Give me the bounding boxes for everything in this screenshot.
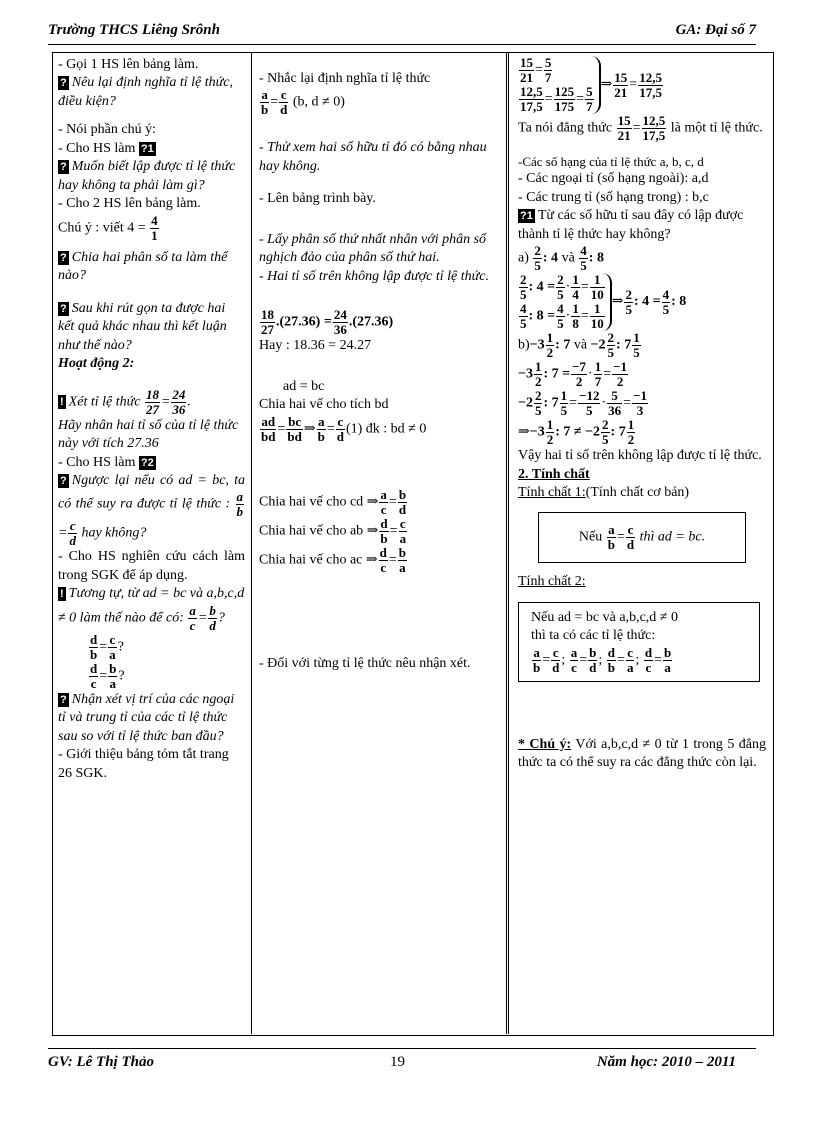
- footer-teacher: GV: Lê Thị Thảo: [48, 1054, 154, 1070]
- c2-l12: (1) đk : bd ≠ 0: [345, 421, 427, 437]
- header-school: Trường THCS Liêng Srônh: [48, 22, 220, 38]
- c3-l11: Tính chất 1:: [518, 484, 586, 500]
- student-activity-column: - Nhắc lại định nghĩa tỉ lệ thức $\frac{a}{b}$ = $\frac{c}{d}$ (b, d ≠ 0) - Thử xem hai số hữu tỉ đó có bằng nhau hay không. - Lên bảng trình bày. - Lấy phân số thứ nhất nhân với phân số nghịch đảo của phân số thứ hai. - Hai tỉ số trên không lập được tỉ lệ thức. $\frac{18}{27}$ .(27.36) = $\frac{24}{36}$ .(27.36) Hay : 18.36 = 24.27 ad = bc Chia hai vế cho tích bd $\frac{ad}{bd}$ = $\frac{bc}{bd}$ ⇒ $\frac{a}{b}$ = $\frac{c}{d}$ (1) đk : bd ≠ 0 Chia hai vế cho cd ⇒ $\frac{a}{c}$ = $\frac{b}{d}$ Chia hai vế cho ab ⇒ $\frac{d}{b}$ = $\frac{c}{a}$ Chia hai vế cho ac ⇒ $\frac{d}{c}$ = $\frac{b}{a}$ - Đối với từng tỉ lệ thức nêu nhận xét.: [253, 52, 509, 1034]
- property1-box: Nếu $\frac{a}{b}$ = $\frac{c}{d}$ thì ad = bc.: [538, 512, 746, 563]
- c3-l15: Tính chất 2:: [518, 574, 586, 590]
- c3-l2: là một tỉ lệ thức.: [670, 120, 763, 136]
- question-icon: ?: [60, 161, 67, 174]
- c2-l1: - Nhắc lại định nghĩa tỉ lệ thức: [259, 71, 431, 86]
- exclaim-icon: !: [60, 588, 64, 601]
- teacher-activity-column: - Gọi 1 HS lên bảng làm. ? Nêu lại định nghĩa tỉ lệ thức, điều kiện? - Nói phần chú ý: - Cho HS làm ?1 ? Muốn biết lập được tỉ lệ thức hay không ta phải làm gì? - Cho 2 HS lên bảng làm. Chú ý : viết 4 = $\frac{4}{1}$ ? Chia hai phân số ta làm thế nào? ? Sau khi rút gọn ta được hai kết quả khác nhau thì kết luận như thế nào? Hoạt động 2: ! Xét tỉ lệ thức $\frac{18}{27}$ = $\frac{24}{36}$ . Hãy nhân hai tỉ số của tỉ lệ thức này với tích 27.36 - Cho HS làm ?2 ? Ngược lại nếu có ad = bc, ta có thể suy ra được tỉ lệ thức : $\frac{a}{b}$ = $\frac{c}{d}$ hay không? - Cho HS nghiên cứu cách làm trong SGK để áp dụng. ! Tương tự, từ ad = bc và a,b,c,d ≠ 0 làm thế nào để có: $\frac{a}{c}$ = $\frac{b}{d}$ ? $\frac{d}{b}$ = $\frac{c}{a}$ ? $\frac{d}{c}$ = $\frac{b}{a}$ ? ? Nhận xét vị trí của các ngoại tỉ và trung tỉ của các tỉ lệ thức sau so với tỉ lệ thức ban đầu? - Giới thiệu bảng tóm tắt trang 26 SGK.: [52, 52, 252, 1034]
- exclaim-icon: !: [60, 396, 64, 409]
- c3-l10: 2. Tính chất: [518, 466, 590, 482]
- property2-box: Nếu ad = bc và a,b,c,d ≠ 0 thì ta có các tỉ lệ thức: $\frac{a}{b}$ = $\frac{c}{d}$ ; $\frac{a}{c}$ = $\frac{b}{d}$ ; $\frac{d}{b}$ = $\frac{c}{a}$ ; $\frac{d}{c}$ = $\frac{b}{a}$: [518, 602, 760, 682]
- c3-l17: thì ta có các tỉ lệ thức:: [531, 628, 656, 644]
- c3-l14: thì ad = bc.: [639, 530, 706, 546]
- c1-l15: hay không?: [81, 526, 147, 542]
- footer-divider: [48, 1048, 756, 1049]
- c1-l4: - Cho HS làm: [58, 140, 136, 156]
- c1-l2: Nêu lại định nghĩa tỉ lệ thức, điều kiện?: [58, 75, 233, 109]
- c1-l6: - Cho 2 HS lên bảng làm.: [58, 196, 201, 212]
- c1-l10: Hoạt động 2:: [58, 356, 135, 372]
- c2-l5: - Lấy phân số thứ nhất nhân với phân số nghịch đảo của phân số thứ hai.: [259, 231, 487, 266]
- c3-l18: * Chú ý:: [518, 736, 572, 752]
- c2-l4: - Lên bảng trình bày.: [259, 191, 376, 207]
- c2-l16: - Đối với từng tỉ lệ thức nêu nhận xét.: [259, 655, 471, 671]
- q1-icon: ?1: [520, 210, 533, 223]
- c2-l14: Chia hai vế cho ab: [259, 523, 364, 539]
- board-column: $\frac{15}{21}$ = $\frac{5}{7}$ $\frac{12,5}{17,5}$ = $\frac{125}{175}$ = $\frac{5}{7}$ ⇒ $\frac{15}{21}$ = $\frac{12,5}{17,5}$ Ta nói đẳng thức $\frac{15}{21}$ = $\frac{12,5}{17,5}$ là một tỉ lệ thức. -Các số hạng của tỉ lệ thức a, b, c, d - Các ngoại tỉ (số hạng ngoài): a,d - Các trung tỉ (số hạng trong) : b,c ?1 Từ các số hữu tỉ sau đây có lập được thành tỉ lệ thức hay không? a) $\frac{2}{5}$ : 4 và $\frac{4}{5}$ : 8 $\frac{2}{5}$ : 4 = $\frac{2}{5}$ · $\frac{1}{4}$ = $\frac{1}{10}$ $\frac{4}{5}$ : 8 = $\frac{4}{5}$ · $\frac{1}{8}$ = $\frac{1}{10}$ ⇒ $\frac{2}{5}$ : 4 = $\frac{4}{5}$ : 8 b)−3 $\frac{1}{2}$ : 7 và −2 $\frac{2}{5}$ : 7 $\frac{1}{5}$ −3 $\frac{1}{2}$ : 7 = $\frac{-7}{2}$ · $\frac{1}{7}$ = $\frac{-1}{2}$ −2 $\frac{2}{5}$ : 7 $\frac{1}{5}$ = $\frac{-12}{5}$ · $\frac{5}{36}$ = $\frac{-1}{3}$ ⇒−3 $\frac{1}{2}$ : 7 ≠ −2 $\frac{2}{5}$ : 7 $\frac{1}{2}$ Vậy hai tỉ số trên không lập được tỉ lệ thức. 2. Tính chất Tính chất 1:(Tính chất cơ bản) Nếu $\frac{a}{b}$ = $\frac{c}{d}$ thì ad = bc. Tính chất 2: Nếu ad = bc và a,b,c,d ≠ 0 thì ta có các tỉ lệ thức: $\frac{a}{b}$ = $\frac{c}{d}$ ; $\frac{a}{c}$ = $\frac{b}{d}$ ; $\frac{d}{b}$ = $\frac{c}{a}$ ; $\frac{d}{c}$ = $\frac{b}{a}$ * Chú ý: Với a,b,c,d ≠ 0 từ 1 trong 5 đẳng thức ta có thể suy ra các đẳng thức còn lại.: [518, 55, 766, 771]
- c1-l11: Xét tỉ lệ thức: [68, 394, 141, 410]
- c1-l3: - Nói phần chú ý:: [58, 122, 156, 138]
- c3-l8: b): [518, 337, 530, 353]
- c1-l5: Muốn biết lập được tỉ lệ thức hay không ta phải làm gì?: [58, 159, 236, 193]
- c1-l18: Nhận xét vị trí của các ngoại tỉ và trung tỉ của các tỉ lệ thức sau so với tỉ lệ thức ban đầu?: [58, 691, 235, 744]
- question-icon: ?: [60, 251, 67, 264]
- page-number: 19: [390, 1054, 405, 1070]
- c1-l17: Tương tự, từ ad = bc và a,b,c,d ≠ 0 làm thế nào để có:: [58, 586, 245, 626]
- c2-l15: Chia hai vế cho ac: [259, 552, 363, 568]
- c1-l14: Ngược lại nếu có ad = bc, ta có thể suy ra được tỉ lệ thức :: [58, 472, 245, 513]
- c2-l11: Chia hai vế cho tích bd: [259, 397, 389, 413]
- question-icon: ?: [60, 77, 67, 90]
- c3-l12: (Tính chất cơ bản): [585, 484, 690, 500]
- c2-l3: - Thử xem hai số hữu tỉ đó có bằng nhau hay không.: [259, 140, 487, 174]
- c1-l19: - Giới thiệu bảng tóm tắt trang 26 SGK.: [58, 747, 229, 781]
- c3-l1: Ta nói đẳng thức: [518, 120, 613, 136]
- c3-l7: a): [518, 250, 529, 266]
- c2-l2: (b, d ≠ 0): [292, 95, 345, 111]
- c3-l16: Nếu ad = bc và a,b,c,d ≠ 0: [531, 609, 678, 625]
- c1-l12: Hãy nhân hai tỉ số của tỉ lệ thức này với tích 27.36: [58, 417, 239, 452]
- c3-l6: Từ các số hữu tỉ sau đây có lập được thành tỉ lệ thức hay không?: [518, 208, 744, 242]
- c2-l13: Chia hai vế cho cd: [259, 494, 364, 510]
- question-icon: ?: [60, 302, 67, 315]
- c3-l4: - Các ngoại tỉ (số hạng ngoài): a,d: [518, 171, 709, 187]
- c3-l3: -Các số hạng của tỉ lệ thức a, b, c, d: [518, 154, 704, 169]
- c2-l6: - Hai tỉ số trên không lập được tỉ lệ thức.: [259, 268, 489, 284]
- c1-l16: - Cho HS nghiên cứu cách làm trong SGK để áp dụng.: [58, 549, 245, 583]
- c3-l19: Với a,b,c,d ≠ 0 từ 1 trong 5 đẳng thức ta có thể suy ra các đẳng thức còn lại.: [518, 736, 766, 771]
- c2-l8: .(27.36): [348, 315, 394, 330]
- header-divider: [48, 44, 756, 45]
- c1-l13: - Cho HS làm: [58, 454, 136, 470]
- c3-l9: Vậy hai tỉ số trên không lập được tỉ lệ thức.: [518, 448, 762, 464]
- header-subject: GA: Đại số 7: [675, 22, 756, 38]
- c3-l13: Nếu: [578, 530, 603, 546]
- q1-icon: ?1: [140, 142, 154, 155]
- c2-l7: .(27.36) =: [276, 315, 332, 330]
- c1-l7: Chú ý : viết 4 =: [58, 220, 146, 236]
- c3-l5: - Các trung tỉ (số hạng trong) : b,c: [518, 189, 709, 205]
- c2-l9: Hay : 18.36 = 24.27: [259, 338, 372, 354]
- c1-l1: - Gọi 1 HS lên bảng làm.: [58, 57, 199, 72]
- footer-year: Năm học: 2010 – 2011: [596, 1054, 736, 1070]
- question-icon: ?: [60, 693, 67, 706]
- c1-l8: Chia hai phân số ta làm thế nào?: [58, 249, 228, 284]
- c2-l10: ad = bc: [283, 378, 325, 394]
- question-icon: ?: [60, 474, 67, 487]
- c1-l9: Sau khi rút gọn ta được hai kết quả khác nhau thì kết luận như thế nào?: [58, 300, 227, 353]
- q2-icon: ?2: [140, 456, 154, 469]
